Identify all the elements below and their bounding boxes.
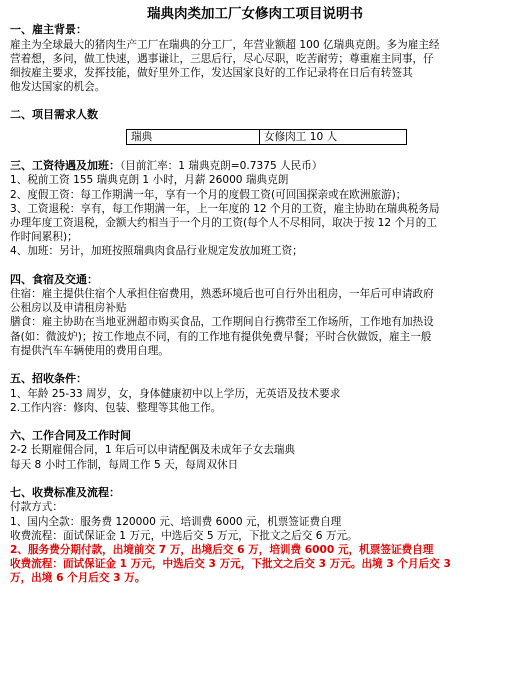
paragraph-line: 膳食：雇主协助在当地亚洲超市购买食品，工作期间自行携带至工作场所，工作地有加热设	[10, 316, 434, 329]
paragraph-line: 公租房以及申请租房补贴	[10, 302, 127, 315]
section-heading-fees: 七、收费标准及流程：	[10, 485, 120, 499]
paragraph-line: 1、国内全款：服务费 120000 元、培训费 6000 元，机票签证费自理	[10, 515, 342, 528]
paragraph-line: 3、工资退税：享有，每工作期满一年，上一年度的 12 个月的工资，雇主协助在瑞典税务局	[10, 202, 440, 215]
paragraph-line: 收费流程：面试保证金 1 万元，中选后交 5 万元，下批文之后交 6 万元。	[10, 529, 358, 542]
demand-table	[126, 129, 407, 145]
table-row	[127, 129, 407, 144]
section-heading-wages: 三、工资待遇及加班：	[10, 158, 120, 172]
exchange-rate-note: （目前汇率：1 瑞典克朗=0.7375 人民币）	[120, 159, 323, 172]
highlight-line: 收费流程：面试保证金 1 万元，中选后交 3 万元，下批文之后交 3 万元。出境 3 个月后交 3	[10, 558, 451, 571]
highlight-line: 万，出境 6 个月后交 3 万。	[10, 572, 146, 585]
section-heading-wages-row	[10, 159, 500, 174]
paragraph-line: 4、加班：另计，加班按照瑞典肉食品行业规定发放加班工资；	[10, 245, 303, 258]
paragraph-line: 2、度假工资：每工作期满一年，享有一个月的度假工资(可回国探亲或在欧洲旅游)；	[10, 188, 407, 201]
paragraph-line: 付款方式：	[10, 501, 63, 514]
paragraph-line: 2.工作内容：修肉、包装、整理等其他工作。	[10, 401, 222, 414]
paragraph-line: 备(如：微波炉)；按工作地点不同，有的工作地有提供免费早餐；平时合伙做饭，雇主一般	[10, 330, 432, 343]
section-heading-contract: 六、工作合同及工作时间	[10, 428, 131, 442]
paragraph-line: 营着想，多问，做工快速，遇事谦让，三思后行，尽心尽职，吃苦耐劳；尊重雇主同事，仔	[10, 52, 434, 65]
section-heading-lodging: 四、食宿及交通：	[10, 272, 98, 286]
paragraph-line: 细按雇主要求，发挥技能，做好里外工作，发达国家良好的工作记录将在日后有转签其	[10, 66, 413, 79]
paragraph-line: 他发达国家的机会。	[10, 81, 106, 94]
paragraph-line: 雇主为全球最大的猪肉生产工厂在瑞典的分工厂，年营业额超 100 亿瑞典克朗。多为雇主经	[10, 38, 440, 51]
table-cell-position: 女修肉工 10 人	[260, 129, 407, 144]
paragraph-line: 每天 8 小时工作制，每周工作 5 天，每周双休日	[10, 458, 239, 471]
paragraph-line: 住宿：雇主提供住宿个人承担住宿费用，熟悉环境后也可自行外出租房，一年后可申请政府	[10, 288, 434, 301]
table-cell-country: 瑞典	[127, 129, 260, 144]
section-heading-demand: 二、项目需求人数	[10, 108, 98, 122]
section-heading-requirements: 五、招收条件：	[10, 372, 87, 386]
paragraph-line: 1、税前工资 155 瑞典克朗 1 小时，月薪 26000 瑞典克朗	[10, 174, 289, 187]
paragraph-line: 办理年度工资退税，金额大约相当于一个月的工资(每个人不尽相同，取决于按 12 个月的工	[10, 216, 437, 229]
paragraph-line: 有提供汽车车辆使用的费用自理。	[10, 344, 169, 357]
highlight-line: 2、服务费分期付款，出境前交 7 万，出境后交 6 万，培训费 6000 元，机票签证费自理	[10, 543, 434, 556]
paragraph-line: 1、年龄 25-33 周岁，女，身体健康初中以上学历，无英语及技术要求	[10, 387, 341, 400]
page-title: 瑞典肉类加工厂女修肉工项目说明书	[147, 6, 363, 22]
paragraph-line: 2-2 长期雇佣合同，1 年后可以申请配偶及未成年子女去瑞典	[10, 444, 296, 457]
paragraph-line: 作时间累积)；	[10, 231, 78, 244]
section-heading-employer: 一、雇主背景：	[10, 23, 87, 36]
